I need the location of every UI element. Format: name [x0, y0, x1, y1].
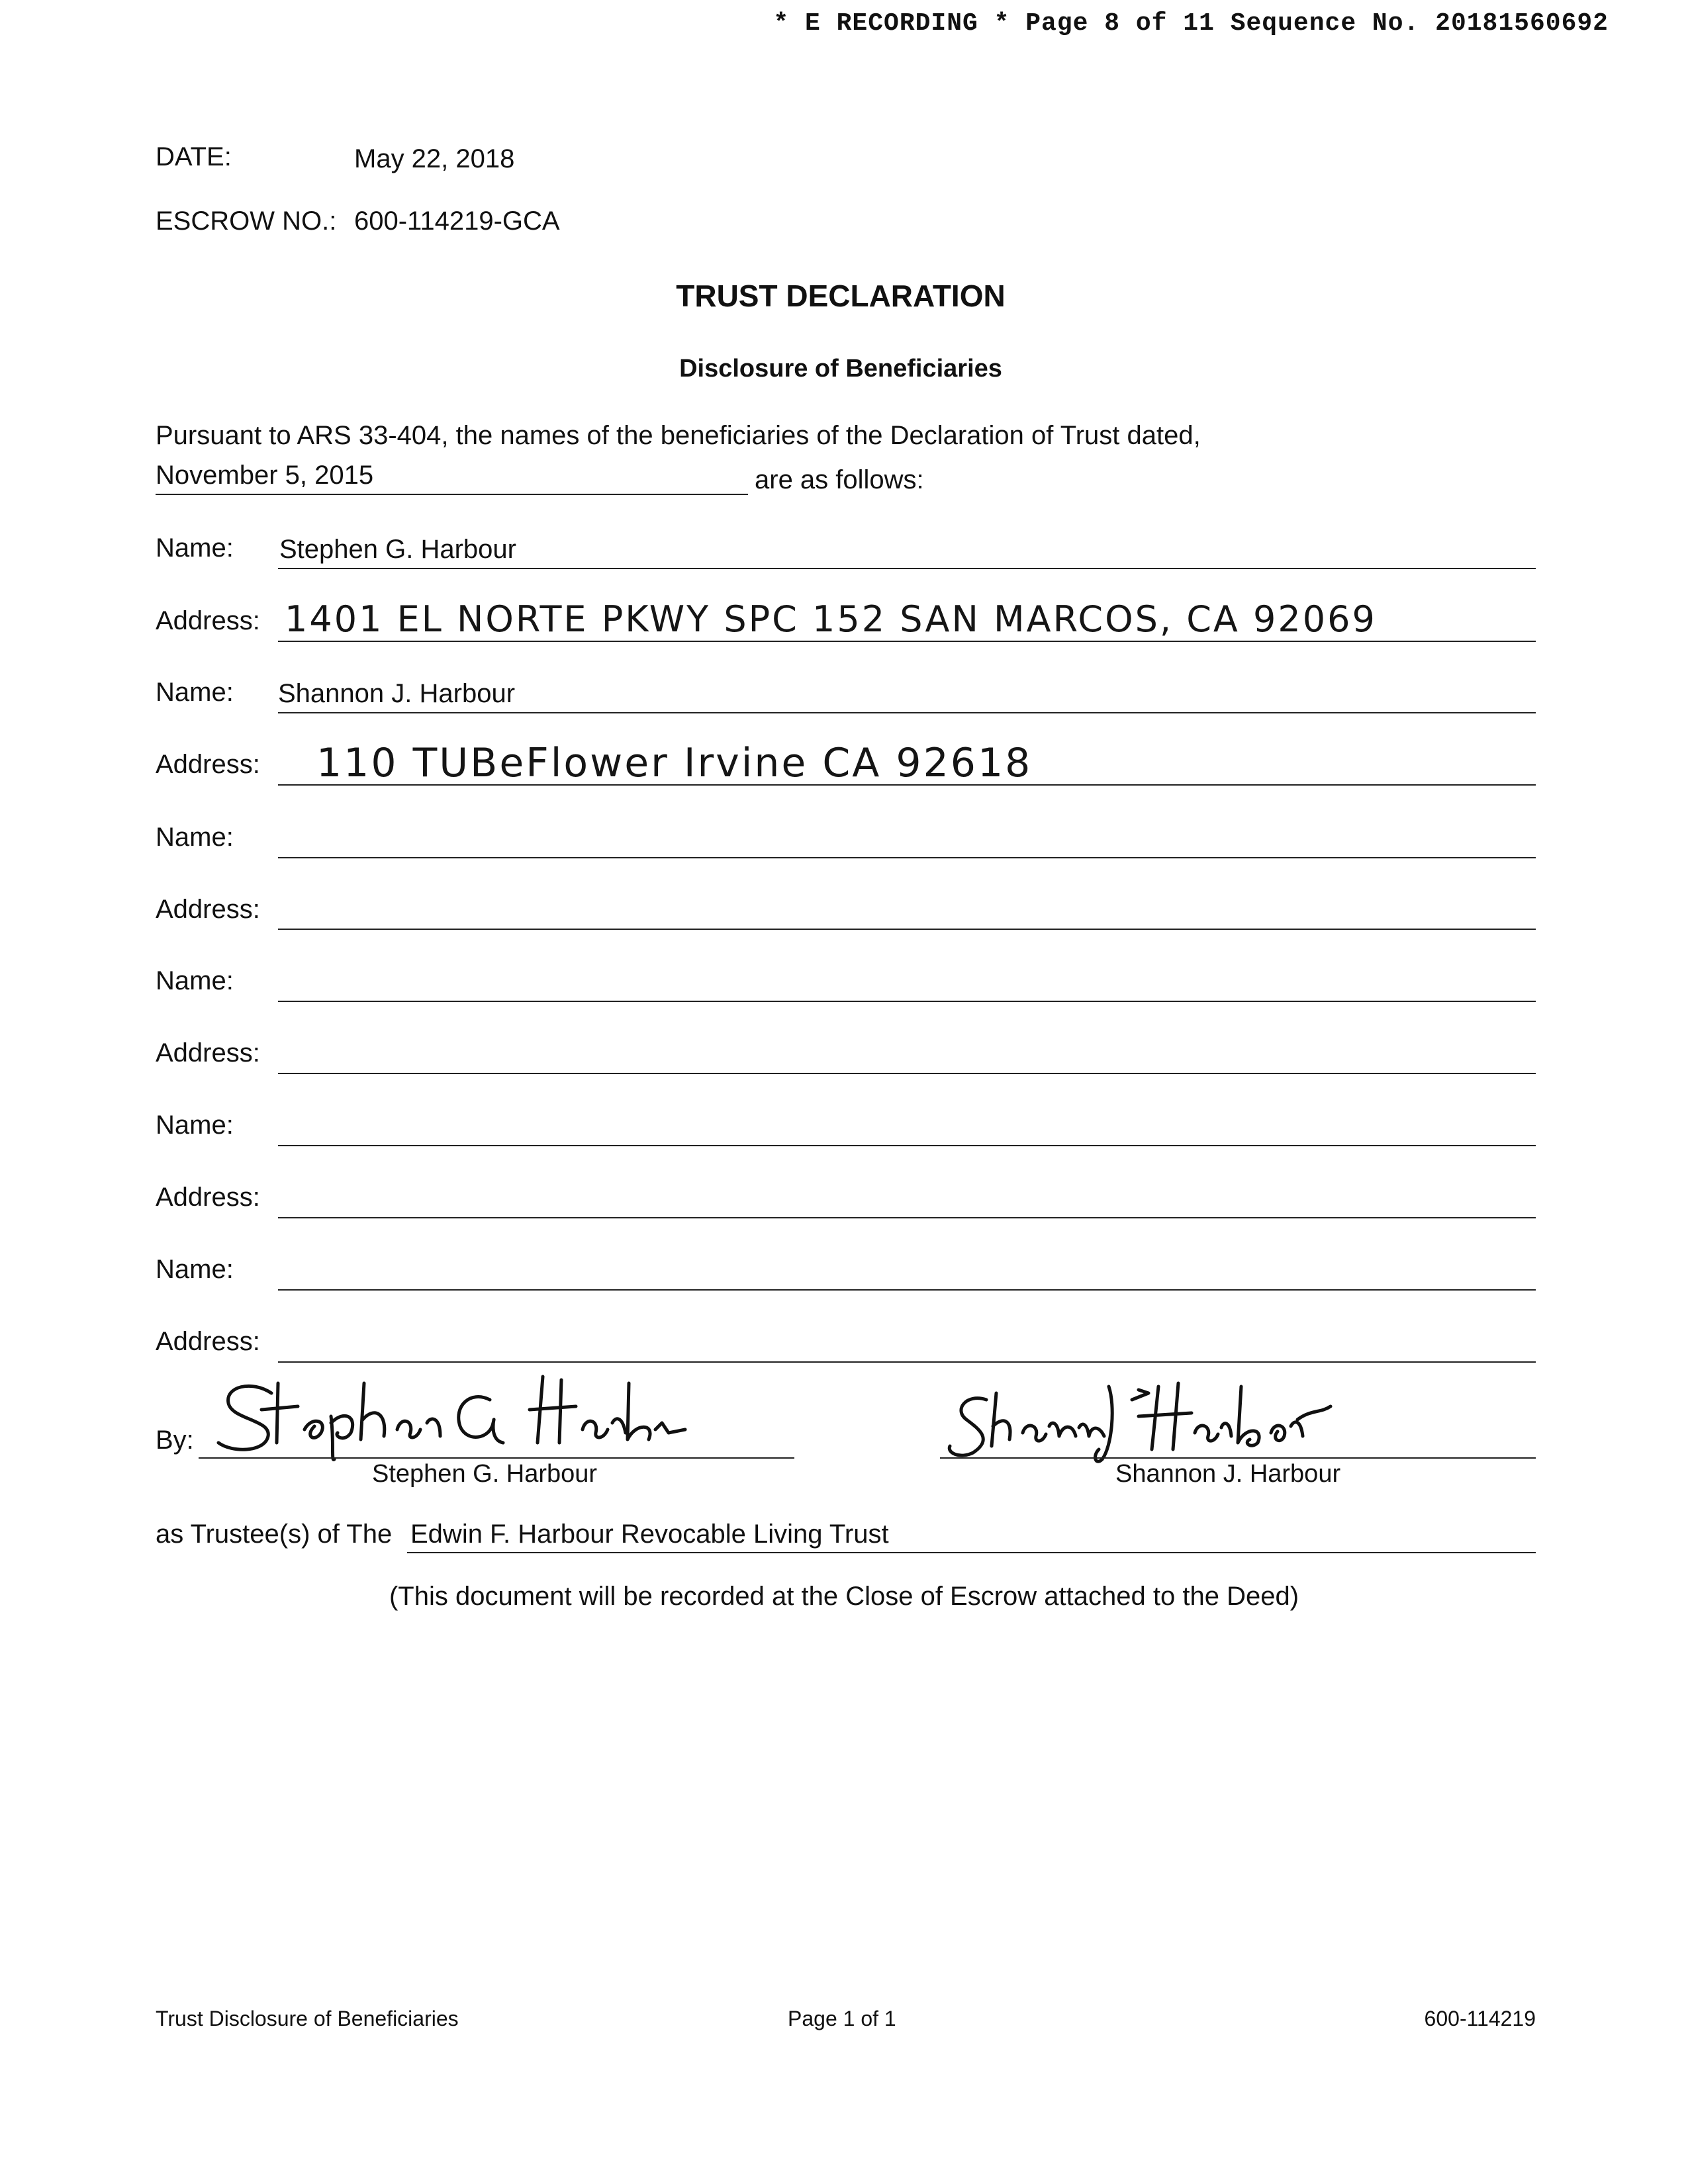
- recording-header: * E RECORDING * Page 8 of 11 Sequence No. 20181560692: [773, 9, 1609, 38]
- beneficiary-address-1: 1401 EL NORTE PKWY SPC 152 SAN MARCOS, CA 92069: [285, 598, 1377, 640]
- address-label-5: Address:: [156, 1183, 260, 1212]
- beneficiary-name-2: Shannon J. Harbour: [278, 679, 516, 708]
- signature-shannon-icon: [940, 1373, 1350, 1466]
- by-label: By:: [156, 1426, 194, 1455]
- document-subtitle: Disclosure of Beneficiaries: [679, 355, 1002, 383]
- name-line-3: [278, 857, 1536, 858]
- date-label: DATE:: [156, 142, 232, 171]
- address-label-2: Address:: [156, 750, 260, 779]
- footer-page-number: Page 1 of 1: [788, 2007, 896, 2030]
- beneficiary-address-2: 110 TUBeFlower Irvine CA 92618: [316, 740, 1033, 786]
- trust-name: Edwin F. Harbour Revocable Living Trust: [410, 1520, 889, 1549]
- recording-note: (This document will be recorded at the Close of Escrow attached to the Deed): [389, 1582, 1299, 1611]
- trustee-prefix: as Trustee(s) of The: [156, 1520, 393, 1549]
- trust-name-line: [407, 1552, 1536, 1553]
- name-label-4: Name:: [156, 966, 234, 995]
- address-line-2: [278, 784, 1536, 786]
- footer-left: Trust Disclosure of Beneficiaries: [156, 2007, 459, 2030]
- address-line-4: [278, 1073, 1536, 1074]
- escrow-value: 600-114219-GCA: [354, 206, 560, 236]
- document-title: TRUST DECLARATION: [676, 279, 1006, 313]
- address-line-5: [278, 1217, 1536, 1218]
- name-line-1: [278, 568, 1536, 569]
- address-line-6: [278, 1361, 1536, 1363]
- name-label-6: Name:: [156, 1255, 234, 1284]
- escrow-label: ESCROW NO.:: [156, 206, 337, 236]
- trust-date-underline: [156, 494, 748, 495]
- name-line-6: [278, 1289, 1536, 1291]
- name-label-3: Name:: [156, 823, 234, 852]
- signer-name-1: Stephen G. Harbour: [372, 1460, 598, 1488]
- signature-line-2: [940, 1457, 1536, 1459]
- address-label-1: Address:: [156, 606, 260, 635]
- footer-right: 600-114219: [1424, 2007, 1536, 2030]
- name-label-1: Name:: [156, 533, 234, 563]
- date-value: May 22, 2018: [354, 144, 515, 173]
- beneficiary-name-1: Stephen G. Harbour: [279, 535, 516, 564]
- name-line-2: [278, 712, 1536, 713]
- name-line-4: [278, 1001, 1536, 1002]
- name-label-5: Name:: [156, 1111, 234, 1140]
- signature-line-1: [199, 1457, 794, 1459]
- address-label-4: Address:: [156, 1038, 260, 1068]
- trust-date-value: November 5, 2015: [156, 461, 374, 490]
- address-line-3: [278, 929, 1536, 930]
- intro-line-1: Pursuant to ARS 33-404, the names of the beneficiaries of the Declaration of Trust dated,: [156, 421, 1201, 450]
- intro-line-2: are as follows:: [755, 465, 924, 494]
- name-line-5: [278, 1145, 1536, 1146]
- name-label-2: Name:: [156, 678, 234, 707]
- address-label-6: Address:: [156, 1327, 260, 1356]
- address-line-1: [278, 641, 1536, 642]
- signer-name-2: Shannon J. Harbour: [1115, 1460, 1341, 1488]
- address-label-3: Address:: [156, 895, 260, 924]
- signature-stephen-icon: [199, 1370, 688, 1463]
